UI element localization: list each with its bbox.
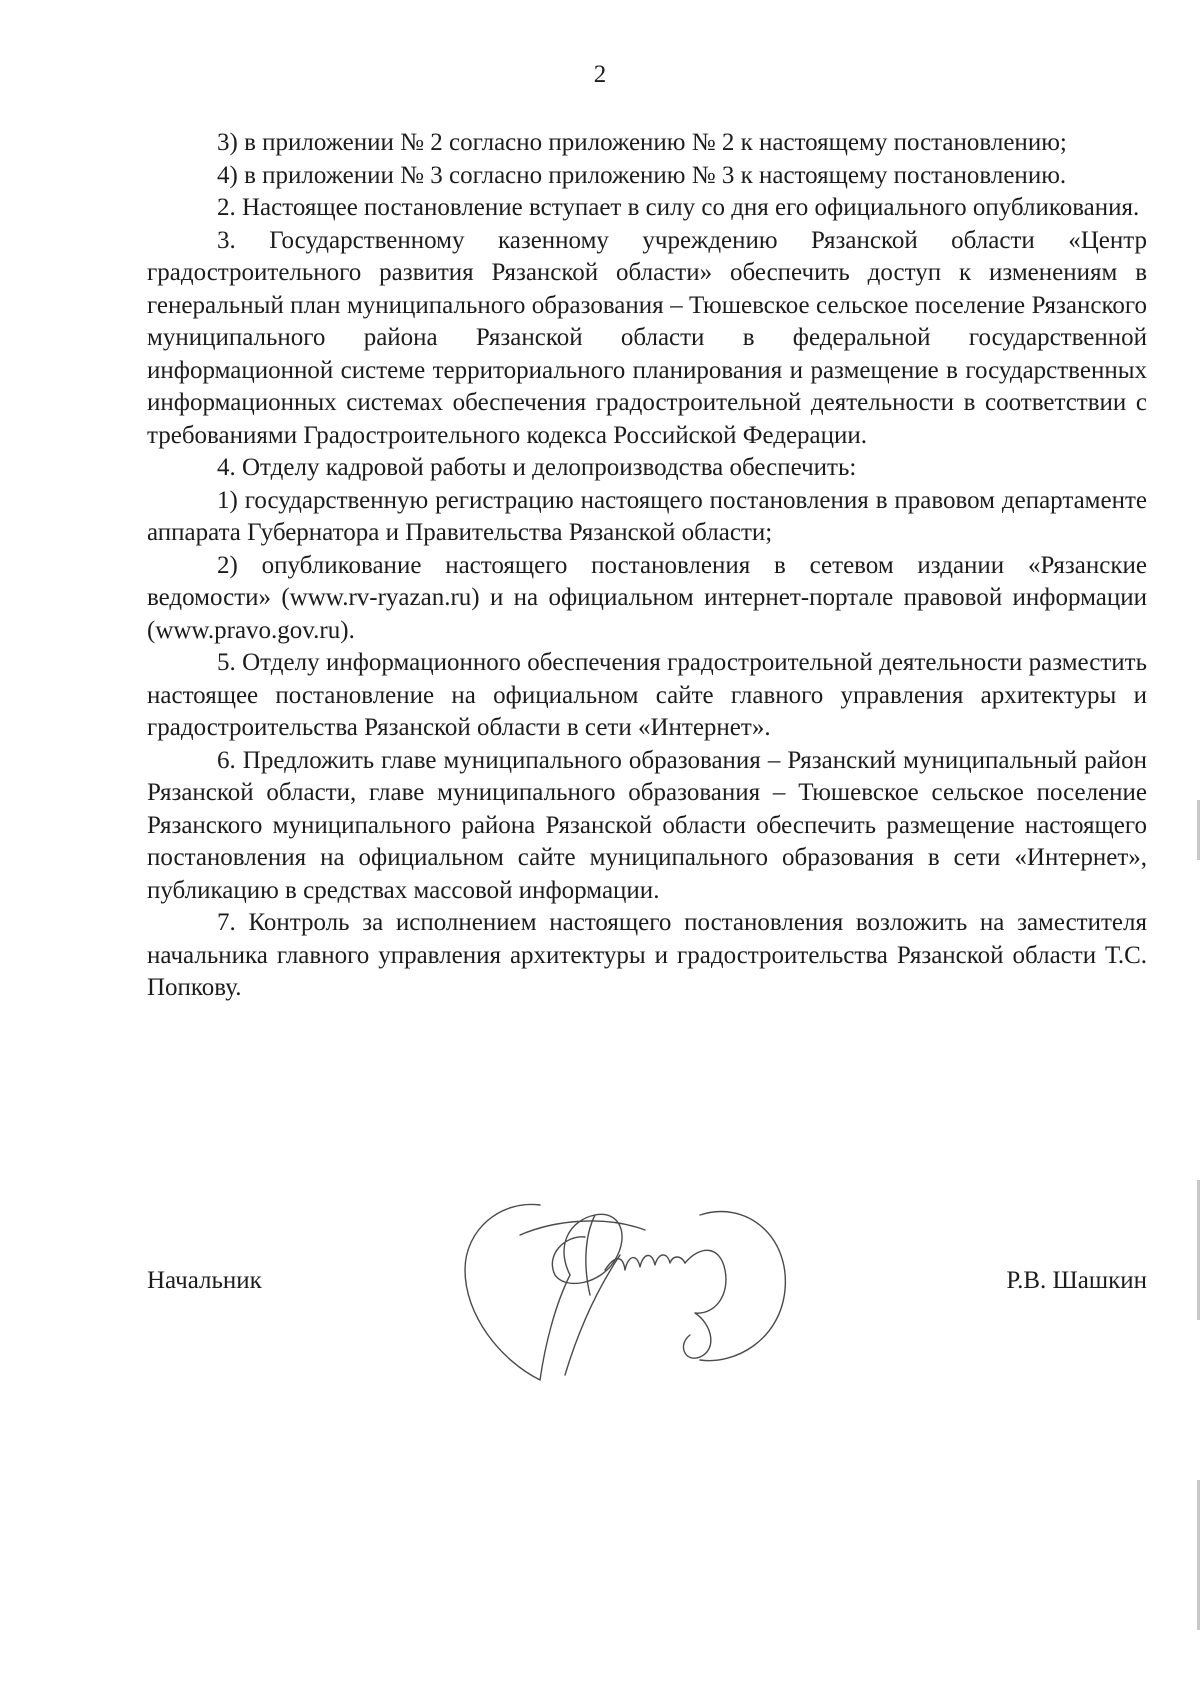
paragraph-4-appendix-3: 4) в приложении № 3 согласно приложению № 3 к настоящему постановлению. [217, 161, 1067, 189]
signatory-position: Начальник [147, 1267, 262, 1294]
paragraph-publication: 2) опубликование настоящего постановления в сетевом издании «Рязанские ведомости» (www.rv-ryazan.ru) и на официальном интернет-портале правовой информации (www.pravo.gov.ru). [147, 551, 1147, 644]
signature-block [147, 1265, 1147, 1305]
paragraph-center-access: 3. Государственному казенному учреждению Рязанской области «Центр градостроительного развития Рязанской области» обеспечить доступ к изменениям в генеральный план муниципального образования – Тюшевское сельское поселение Рязанского муниципального района Рязанской области в федеральной государственной информационной системе территориального планирования и размещение в государственных информационных системах обеспечения градостроительной деятельности в соответствии с требованиями Градостроительного кодекса Российской Федерации. [147, 226, 1147, 449]
document-body [147, 127, 1147, 1005]
paragraph-info-department: 5. Отделу информационного обеспечения градостроительной деятельности разместить настоящее постановление на официальном сайте главного управления архитектуры и градостроительства Рязанской области в сети «Интернет». [147, 649, 1147, 741]
paragraph-control: 7. Контроль за исполнением настоящего постановления возложить на заместителя начальника главного управления архитектуры и градостроительства Рязанской области Т.С. Попкову. [147, 909, 1147, 1001]
page-number: 2 [593, 61, 607, 88]
paragraph-municipal-heads: 6. Предложить главе муниципального образования – Рязанский муниципальный район Рязанской области, главе муниципального образования – Тюшевское сельское поселение Рязанского муниципального района Рязанской области обеспечить размещение настоящего постановления на официальном сайте муниципального образования в сети «Интернет», публикацию в средствах массовой информации. [147, 746, 1147, 904]
paragraph-3-appendix-2: 3) в приложении № 2 согласно приложению № 2 к настоящему постановлению; [217, 129, 1067, 156]
paragraph-effective-date: 2. Настоящее постановление вступает в силу со дня его официального опубликования. [217, 194, 1140, 221]
paragraph-registration: 1) государственную регистрацию настоящего постановления в правовом департаменте аппарата Губернатора и Правительства Рязанской области; [147, 486, 1147, 546]
paragraph-hr-department: 4. Отделу кадровой работы и делопроизводства обеспечить: [217, 454, 857, 481]
signatory-name: Р.В. Шашкин [1006, 1267, 1147, 1294]
